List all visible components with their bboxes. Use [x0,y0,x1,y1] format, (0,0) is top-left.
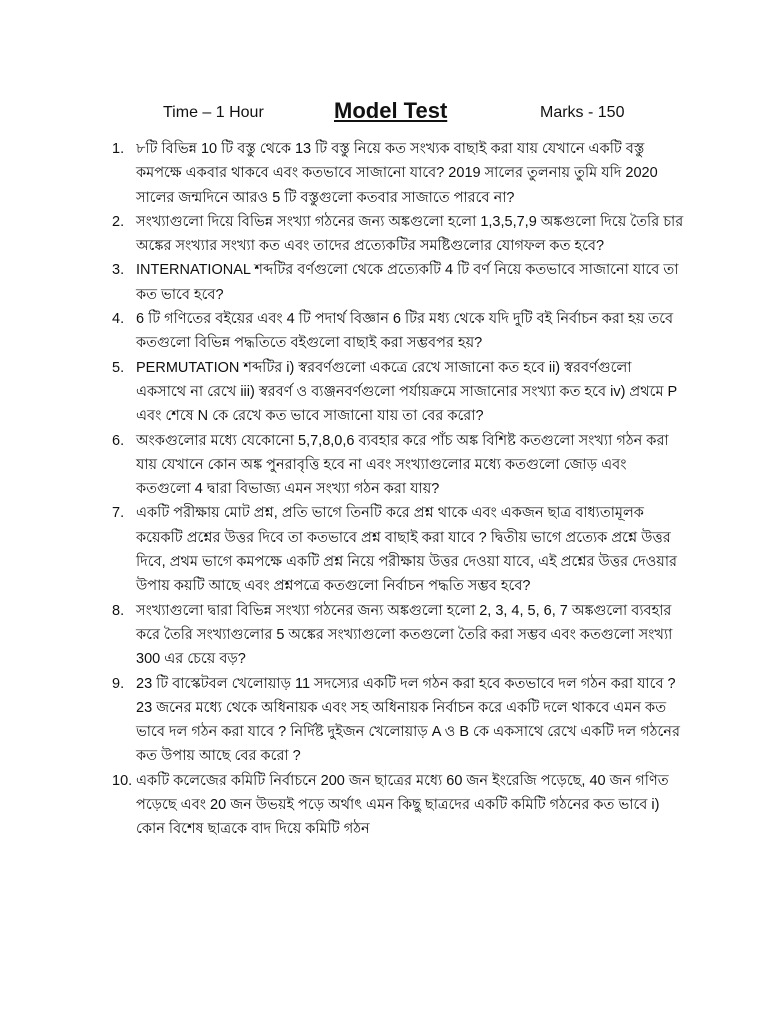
question-number: 5. [112,359,125,376]
question-text: অংকগুলোর মধ্যে যেকোনো 5,7,8,0,6 ব্যবহার করে পাঁচ অঙ্ক বিশিষ্ট কতগুলো সংখ্যা গঠন করা যায় যেখানে কোন অঙ্ক পুনরাবৃত্তি হবে না এবং সংখ্যাগুলোর মধ্যে কতগুলো জোড় এবং কতগুলো 4 দ্বারা বিভাজ্য এমন সংখ্যা গঠন করা যায়? [136,432,669,498]
question-text: একটি পরীক্ষায় মোট প্রশ্ন, প্রতি ভাগে তিনটি করে প্রশ্ন থাকে এবং একজন ছাত্র বাধ্যতামূলক কয়েকটি প্রশ্নের উত্তর দিবে তা কতভাবে প্রশ্ন বাছাই করা যাবে ? দ্বিতীয় ভাগে প্রত্যেক প্রশ্নে উত্তর দিবে, প্রথম ভাগে কমপক্ষে একটি প্রশ্ন নিয়ে পরীক্ষায় উত্তর দেওয়া যাবে, এই প্রশ্নের উত্তর দেওয়ার উপায় কয়টি আছে এবং প্রশ্নপত্রে কতগুলো নির্বাচন পদ্ধতি সম্ভব হবে? [136,505,678,595]
question-text: INTERNATIONAL শব্দটির বর্ণগুলো থেকে প্রত্যেকটি 4 টি বর্ণ নিয়ে কতভাবে সাজানো যাবে তা কত ভাবে হবে? [136,262,679,303]
question-item [0,672,684,769]
question-item [0,769,684,842]
question-text: 6 টি গণিতের বইয়ের এবং 4 টি পদার্থ বিজ্ঞান 6 টির মধ্য থেকে যদি দুটি বই নির্বাচন করা হয় তবে কতগুলো বিভিন্ন পদ্ধতিতে বইগুলো বাছাই করা সম্ভবপর হয়? [136,311,674,352]
marks-label: Marks - 150 [540,104,625,121]
question-number: 7. [112,505,125,522]
question-list [0,137,768,842]
question-text: সংখ্যাগুলো দিয়ে বিভিন্ন সংখ্যা গঠনের জন্য অঙ্কগুলো হলো 1,3,5,7,9 অঙ্কগুলো দিয়ে তৈরি চার অঙ্কের সংখ্যার সংখ্যা কত এবং তাদের প্রত্যেকটির সমষ্টিগুলোর যোগফল কত হবে? [136,213,684,255]
question-item [0,599,684,672]
question-number: 1. [112,141,125,157]
question-item [0,137,684,210]
question-text: PERMUTATION শব্দটির i) স্বরবর্ণগুলো একত্রে রেখে সাজানো কত হবে ii) স্বরবর্ণগুলো একসাথে না রেখে iii) স্বরবর্ণ ও ব্যঞ্জনবর্ণগুলো পর্যায়ক্রমে সাজানোর সংখ্যা কত হবে iv) প্রথমে P এবং শেষে N কে রেখে কত ভাবে সাজানো যায় তা বের করো? [136,359,677,425]
question-item [0,307,684,356]
question-number: 10. [112,772,133,789]
question-item [0,210,684,259]
question-number: 2. [112,213,125,230]
question-text: সংখ্যাগুলো দ্বারা বিভিন্ন সংখ্যা গঠনের জন্য অঙ্কগুলো হলো 2, 3, 4, 5, 6, 7 অঙ্কগুলো ব্যবহার করে তৈরি সংখ্যাগুলোর 5 অঙ্কের সংখ্যাগুলো কতগুলো তৈরি করা সম্ভব এবং কতগুলো সংখ্যা 300 এর চেয়ে বড়? [136,602,673,668]
question-number: 8. [112,602,125,619]
question-number: 3. [112,262,125,279]
question-item [0,501,684,598]
question-number: 9. [112,675,125,692]
question-text: একটি কলেজের কমিটি নির্বাচনে 200 জন ছাত্রের মধ্যে 60 জন ইংরেজি পড়েছে, 40 জন গণিত পড়েছে এবং 20 জন উভয়ই পড়ে অর্থাৎ এমন কিছু ছাত্রদের একটি কমিটি গঠনের কত ভাবে i) কোন বিশেষ ছাত্রকে বাদ দিয়ে কমিটি গঠন [136,772,669,838]
page-title: Model Test [334,98,448,123]
question-item [0,258,684,307]
document-header [0,98,768,128]
question-text: ৮টি বিভিন্ন 10 টি বস্তু থেকে 13 টি বস্তু নিয়ে কত সংখ্যক বাছাই করা যায় যেখানে একটি বস্তু কমপক্ষে একবার থাকবে এবং কতভাবে সাজানো যাবে? 2019 সালের তুলনায় তুমি যদি 2020 সালের জন্মদিনে আরও 5 টি বস্তুগুলো কতবার সাজাতে পারবে না? [136,141,658,206]
time-label: Time – 1 Hour [163,104,264,121]
question-number: 6. [112,432,125,449]
question-text: 23 টি বাস্কেটবল খেলোয়াড় 11 সদস্যের একটি দল গঠন করা হবে কতভাবে দল গঠন করা যাবে ? 23 জনের মধ্যে থেকে অধিনায়ক এবং সহ অধিনায়ক নির্বাচন করে একটি দলে থাকবে এমন কত ভাবে দল গঠন করা যাবে ? নির্দিষ্ট দুইজন খেলোয়াড় A ও B কে একসাথে রেখে একটি দল গঠনের কত উপায় আছে বের করো ? [136,675,680,765]
question-item [0,429,684,502]
question-item [0,356,684,429]
question-number: 4. [112,311,125,328]
